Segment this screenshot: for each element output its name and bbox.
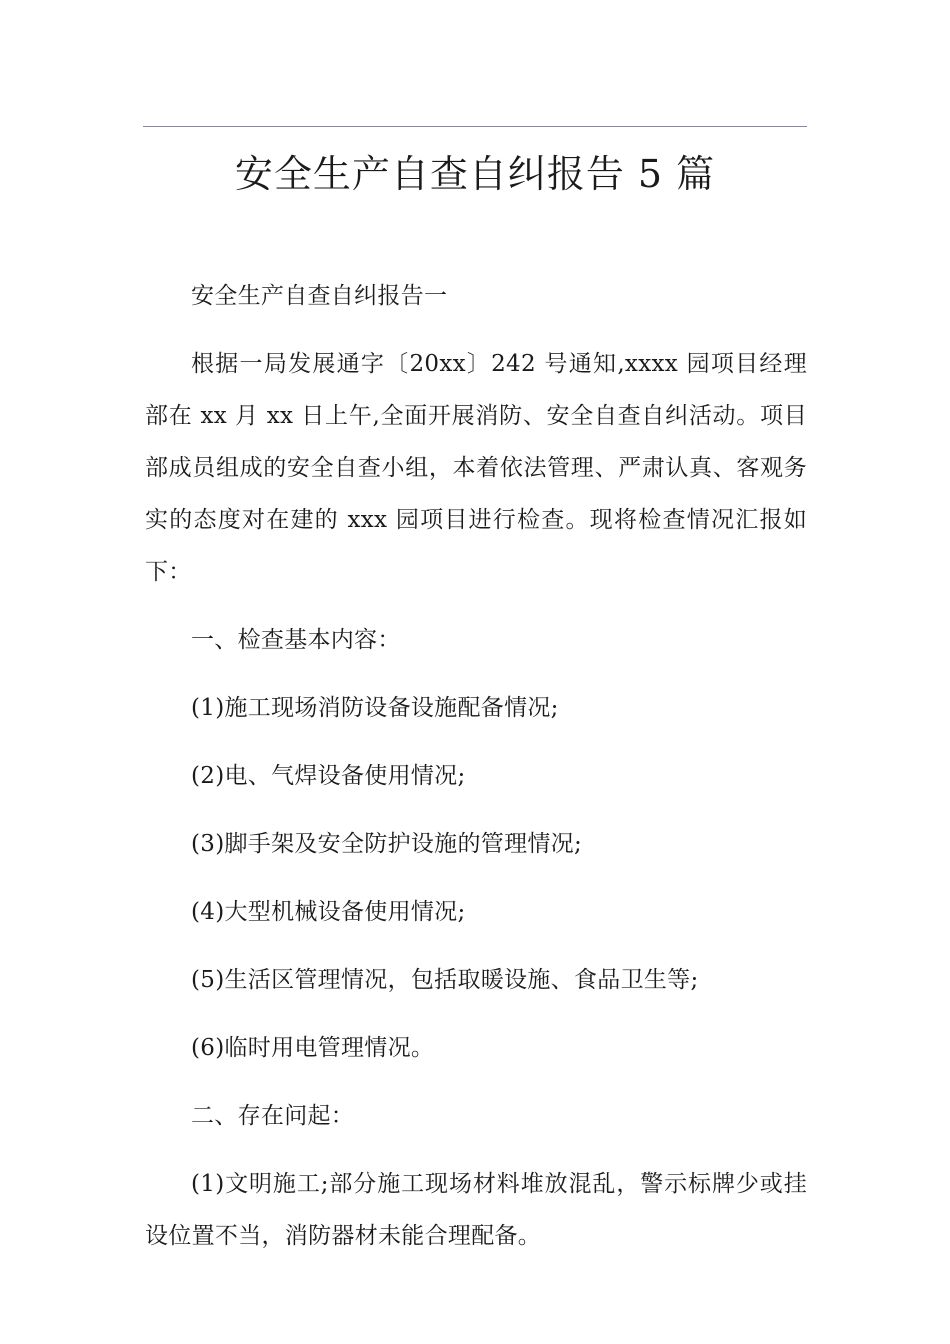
paragraph-section-heading-2: 二、存在问起：	[191, 1103, 355, 1129]
paragraph-item-2: (2)电、气焊设备使用情况;	[191, 763, 466, 789]
paragraph-intro: 根据一局发展通字〔20xx〕242 号通知,xxxx 园项目经理部在 xx 月 xx 日上午,全面开展消防、安全自查自纠活动。项目部成员组成的安全自查小组，本着依法管理、严肃认真、客观务实的态度对在建的 xxx 园项目进行检查。现将检查情况汇报如下：	[145, 351, 807, 585]
paragraph-item-6: (6)临时用电管理情况。	[191, 1035, 435, 1061]
document-title: 安全生产自查自纠报告 5 篇	[234, 152, 716, 196]
paragraph-item-5: (5)生活区管理情况，包括取暖设施、食品卫生等;	[191, 967, 699, 993]
document-body	[145, 270, 807, 1262]
paragraph-section-heading-1: 一、检查基本内容：	[191, 627, 401, 653]
paragraph-item-1: (1)施工现场消防设备设施配备情况;	[191, 695, 559, 721]
paragraph-subtitle: 安全生产自查自纠报告一	[191, 283, 448, 309]
paragraph-problem-1: (1)文明施工;部分施工现场材料堆放混乱，警示标牌少或挂设位置不当，消防器材未能合理配备。	[145, 1171, 807, 1249]
header-rule	[143, 126, 807, 127]
paragraph-item-4: (4)大型机械设备使用情况;	[191, 899, 466, 925]
paragraph-item-3: (3)脚手架及安全防护设施的管理情况;	[191, 831, 583, 857]
